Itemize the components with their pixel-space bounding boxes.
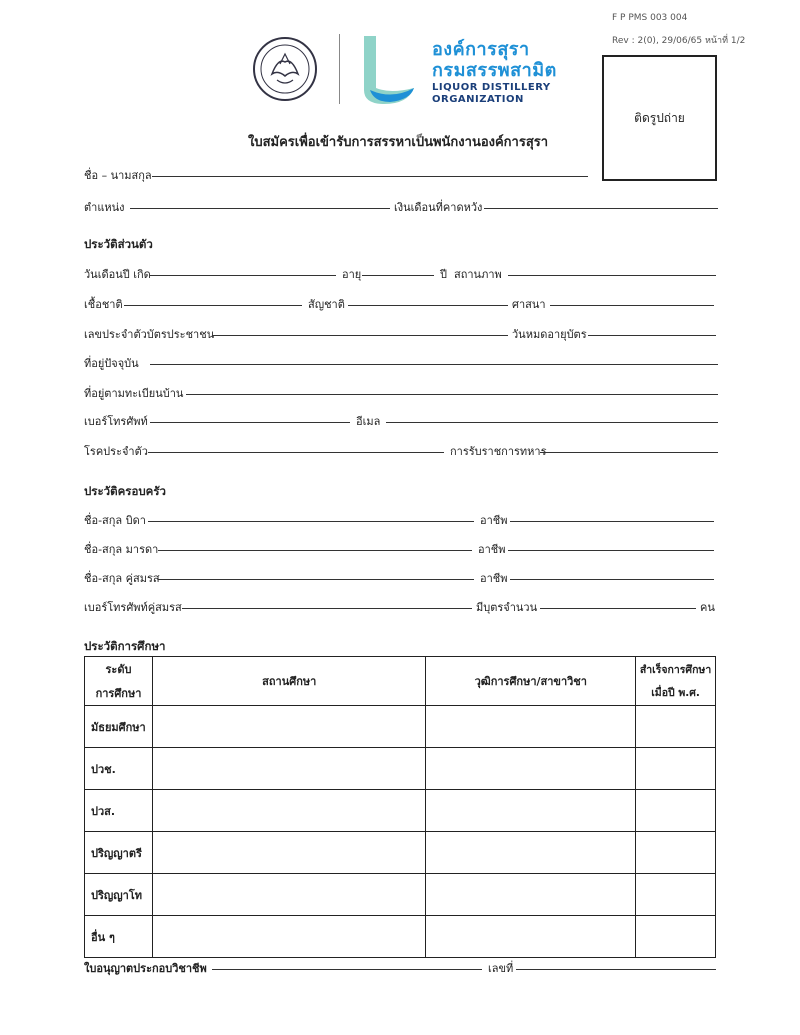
father-occupation-field[interactable] (510, 511, 714, 522)
mother-row (0, 540, 800, 556)
org-name-english-line1: LIQUOR DISTILLERY (432, 82, 551, 93)
email-label: อีเมล (356, 415, 381, 428)
grad-year-cell[interactable] (636, 874, 716, 916)
spouse-occupation-field[interactable] (510, 569, 714, 580)
spouse-field[interactable] (158, 569, 474, 580)
age-field[interactable] (362, 265, 434, 276)
race-row (0, 295, 800, 311)
table-row (85, 790, 716, 832)
mother-occupation-label: อาชีพ (478, 543, 506, 556)
row-level-label: ปริญญาตรี (85, 832, 153, 874)
row-level-label: ปวช. (85, 748, 153, 790)
id-card-field[interactable] (212, 325, 508, 336)
row-level-label: ปริญญาโท (85, 874, 153, 916)
license-number-field[interactable] (516, 959, 716, 970)
disease-field[interactable] (148, 442, 444, 453)
house-address-row (0, 384, 800, 400)
spouse-phone-label: เบอร์โทรศัพท์คู่สมรส (84, 601, 182, 614)
degree-cell[interactable] (426, 916, 636, 958)
education-table (84, 656, 716, 958)
grad-year-cell[interactable] (636, 832, 716, 874)
row-level-label: ปวส. (85, 790, 153, 832)
org-name-thai-line2: กรมสรรพสามิต (432, 60, 557, 81)
father-row (0, 511, 800, 527)
col-level-line2: การศึกษา (95, 687, 142, 700)
ldo-logo-icon (360, 34, 416, 106)
school-cell[interactable] (152, 874, 425, 916)
phone-row (0, 412, 800, 428)
org-name-english-line2: ORGANIZATION (432, 94, 524, 105)
expiry-label: วันหมดอายุบัตร (512, 328, 587, 341)
document-code: F P PMS 003 004 (612, 13, 688, 23)
col-grad-header (636, 657, 716, 706)
school-cell[interactable] (152, 832, 425, 874)
birthdate-field[interactable] (150, 265, 336, 276)
birthdate-label: วันเดือนปี เกิด (84, 268, 151, 281)
current-address-row (0, 354, 800, 370)
table-row (85, 706, 716, 748)
table-row (85, 916, 716, 958)
grad-year-cell[interactable] (636, 748, 716, 790)
spouse-occupation-label: อาชีพ (480, 572, 508, 585)
col-degree-header: วุฒิการศึกษา/สาขาวิชา (426, 657, 636, 706)
birth-row (0, 265, 800, 281)
position-label: ตำแหน่ง (84, 201, 125, 214)
phone-label: เบอร์โทรศัพท์ (84, 415, 148, 428)
position-row (0, 198, 800, 214)
table-row (85, 832, 716, 874)
table-row (85, 748, 716, 790)
expiry-field[interactable] (588, 325, 716, 336)
row-level-label: มัธยมศึกษา (85, 706, 153, 748)
salary-label: เงินเดือนที่คาดหวัง (394, 201, 483, 214)
col-grad-line2: เมื่อปี พ.ศ. (651, 687, 700, 699)
spouse-phone-row (0, 598, 800, 614)
house-address-label: ที่อยู่ตามทะเบียนบ้าน (84, 387, 184, 400)
spouse-row (0, 569, 800, 585)
spouse-label: ชื่อ-สกุล คู่สมรส (84, 572, 160, 585)
photo-box (602, 55, 717, 181)
education-section-heading: ประวัติการศึกษา (84, 639, 166, 653)
position-field[interactable] (130, 198, 390, 209)
house-address-field[interactable] (186, 384, 718, 395)
col-level-header (85, 657, 153, 706)
disease-label: โรคประจำตัว (84, 445, 148, 458)
phone-field[interactable] (150, 412, 350, 423)
row-level-label: อื่น ๆ (85, 916, 153, 958)
salary-field[interactable] (484, 198, 718, 209)
father-label: ชื่อ-สกุล บิดา (84, 514, 146, 527)
license-row (0, 959, 800, 975)
disease-row (0, 442, 800, 458)
nationality-label: สัญชาติ (308, 298, 345, 311)
status-label: สถานภาพ (454, 268, 502, 281)
school-cell[interactable] (152, 790, 425, 832)
father-occupation-label: อาชีพ (480, 514, 508, 527)
military-label: การรับราชการทหาร (450, 445, 547, 458)
license-number-label: เลขที่ (488, 962, 514, 975)
spouse-phone-field[interactable] (182, 598, 472, 609)
children-field[interactable] (540, 598, 696, 609)
race-field[interactable] (124, 295, 302, 306)
personal-section-heading: ประวัติส่วนตัว (84, 237, 153, 251)
id-card-row (0, 325, 800, 341)
form-title: ใบสมัครเพื่อเข้ารับการสรรหาเป็นพนักงานองค์การสุรา (248, 135, 549, 150)
school-cell[interactable] (152, 706, 425, 748)
children-label: มีบุตรจำนวน (476, 601, 538, 614)
status-field[interactable] (508, 265, 716, 276)
degree-cell[interactable] (426, 790, 636, 832)
school-cell[interactable] (152, 916, 425, 958)
name-field[interactable] (152, 166, 588, 177)
education-header-row (85, 657, 716, 706)
col-school-header: สถานศึกษา (152, 657, 425, 706)
logo-divider (339, 34, 340, 104)
grad-year-cell[interactable] (636, 790, 716, 832)
mother-field[interactable] (158, 540, 472, 551)
col-grad-line1: สำเร็จการศึกษา (639, 664, 712, 676)
government-seal-icon (252, 36, 318, 102)
degree-cell[interactable] (426, 748, 636, 790)
current-address-label: ที่อยู่ปัจจุบัน (84, 357, 139, 370)
mother-label: ชื่อ-สกุล มารดา (84, 543, 159, 556)
license-field[interactable] (212, 959, 482, 970)
email-field[interactable] (386, 412, 718, 423)
age-label: อายุ (342, 268, 362, 281)
org-name-thai-line1: องค์การสุรา (432, 39, 530, 60)
current-address-field[interactable] (150, 354, 718, 365)
father-field[interactable] (148, 511, 474, 522)
photo-label: ติดรูปถ่าย (634, 111, 685, 125)
col-level-line1: ระดับ (105, 663, 132, 676)
race-label: เชื้อชาติ (84, 298, 123, 311)
family-section-heading: ประวัติครอบครัว (84, 484, 166, 498)
nationality-field[interactable] (348, 295, 508, 306)
religion-label: ศาสนา (512, 298, 546, 311)
name-label: ชื่อ – นามสกุล (84, 169, 152, 182)
grad-year-cell[interactable] (636, 706, 716, 748)
mother-occupation-field[interactable] (508, 540, 714, 551)
table-row (85, 874, 716, 916)
revision-info: Rev : 2(0), 29/06/65 หน้าที่ 1/2 (612, 36, 746, 46)
degree-cell[interactable] (426, 832, 636, 874)
license-label: ใบอนุญาตประกอบวิชาชีพ (84, 962, 207, 975)
id-card-label: เลขประจำตัวบัตรประชาชน (84, 328, 215, 341)
persons-label: คน (700, 601, 715, 614)
year-label: ปี (440, 268, 447, 281)
military-field[interactable] (540, 442, 718, 453)
school-cell[interactable] (152, 748, 425, 790)
degree-cell[interactable] (426, 874, 636, 916)
degree-cell[interactable] (426, 706, 636, 748)
name-row (0, 166, 800, 182)
grad-year-cell[interactable] (636, 916, 716, 958)
religion-field[interactable] (550, 295, 714, 306)
